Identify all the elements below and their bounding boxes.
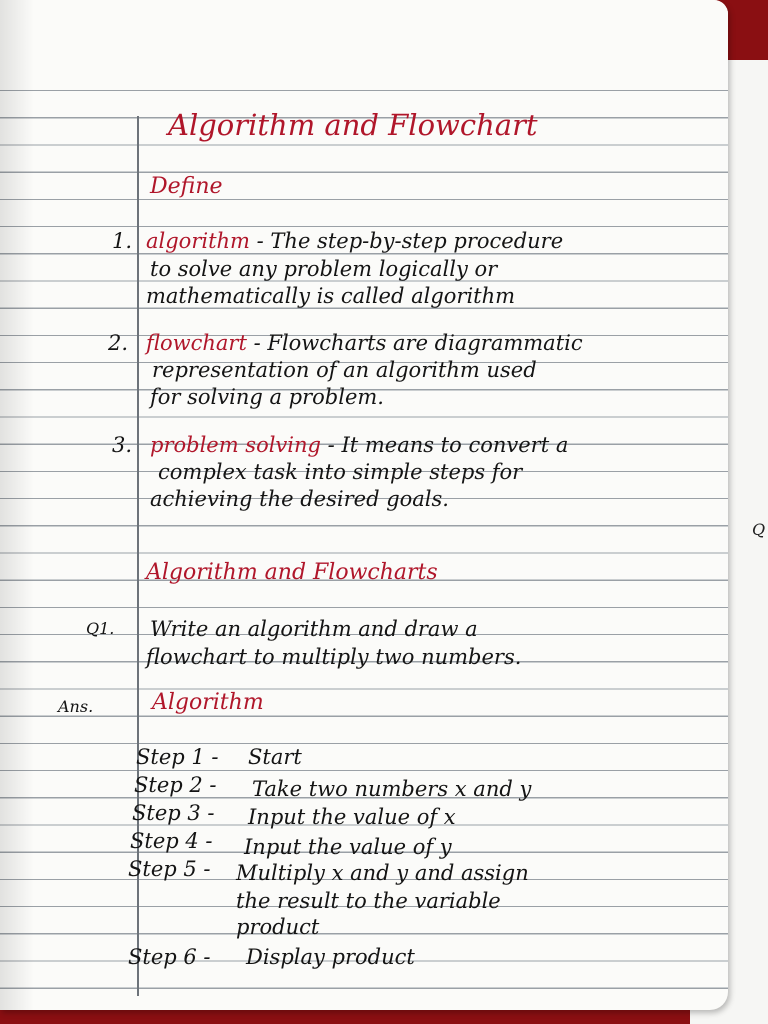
step-label: Step 4 - bbox=[130, 829, 213, 853]
definition-line bbox=[146, 228, 563, 254]
step-text: Input the value of y bbox=[244, 835, 452, 859]
definition-dash: - bbox=[246, 331, 268, 355]
step-text: product bbox=[236, 915, 320, 939]
question-text: flowchart to multiply two numbers. bbox=[146, 645, 522, 669]
definition-term: problem solving bbox=[150, 433, 321, 457]
definition-line bbox=[146, 330, 583, 356]
answer-heading: Algorithm bbox=[152, 690, 264, 715]
definition-text: for solving a problem. bbox=[150, 385, 384, 409]
definition-text: complex task into simple steps for bbox=[158, 460, 523, 484]
step-label: Step 1 - bbox=[136, 745, 219, 769]
page-title: Algorithm and Flowchart bbox=[168, 108, 538, 142]
definition-text: The step-by-step procedure bbox=[270, 229, 564, 253]
facing-page-mark: Q bbox=[752, 520, 766, 539]
step-text: Take two numbers x and y bbox=[252, 777, 532, 801]
define-heading: Define bbox=[150, 174, 223, 199]
definition-dash: - bbox=[249, 229, 271, 253]
definition-dash: - bbox=[320, 433, 342, 457]
definition-number: 1. bbox=[112, 229, 133, 253]
page-spine-shadow bbox=[0, 0, 34, 1010]
step-label: Step 3 - bbox=[132, 801, 215, 825]
step-label: Step 6 - bbox=[128, 945, 211, 969]
section-heading: Algorithm and Flowcharts bbox=[146, 560, 438, 585]
definition-text: It means to convert a bbox=[341, 433, 569, 457]
definition-text: to solve any problem logically or bbox=[150, 257, 498, 281]
definition-text: representation of an algorithm used bbox=[152, 358, 537, 382]
step-label: Step 2 - bbox=[134, 773, 217, 797]
step-text: Input the value of x bbox=[248, 805, 456, 829]
step-label: Step 5 - bbox=[128, 857, 211, 881]
step-text: Multiply x and y and assign bbox=[236, 861, 529, 885]
definition-line bbox=[150, 432, 568, 458]
definition-text: mathematically is called algorithm bbox=[146, 284, 516, 308]
definition-term: flowchart bbox=[146, 331, 247, 355]
definition-text: Flowcharts are diagrammatic bbox=[267, 331, 583, 355]
step-text: Display product bbox=[246, 945, 415, 969]
definition-number: 3. bbox=[112, 433, 133, 457]
step-text: the result to the variable bbox=[236, 889, 501, 913]
definition-number: 2. bbox=[108, 331, 129, 355]
question-text: Write an algorithm and draw a bbox=[150, 617, 478, 641]
definition-text: achieving the desired goals. bbox=[150, 487, 449, 511]
definition-term: algorithm bbox=[146, 229, 250, 253]
step-text: Start bbox=[248, 745, 302, 769]
answer-label: Ans. bbox=[58, 697, 94, 716]
question-label: Q1. bbox=[86, 619, 115, 638]
